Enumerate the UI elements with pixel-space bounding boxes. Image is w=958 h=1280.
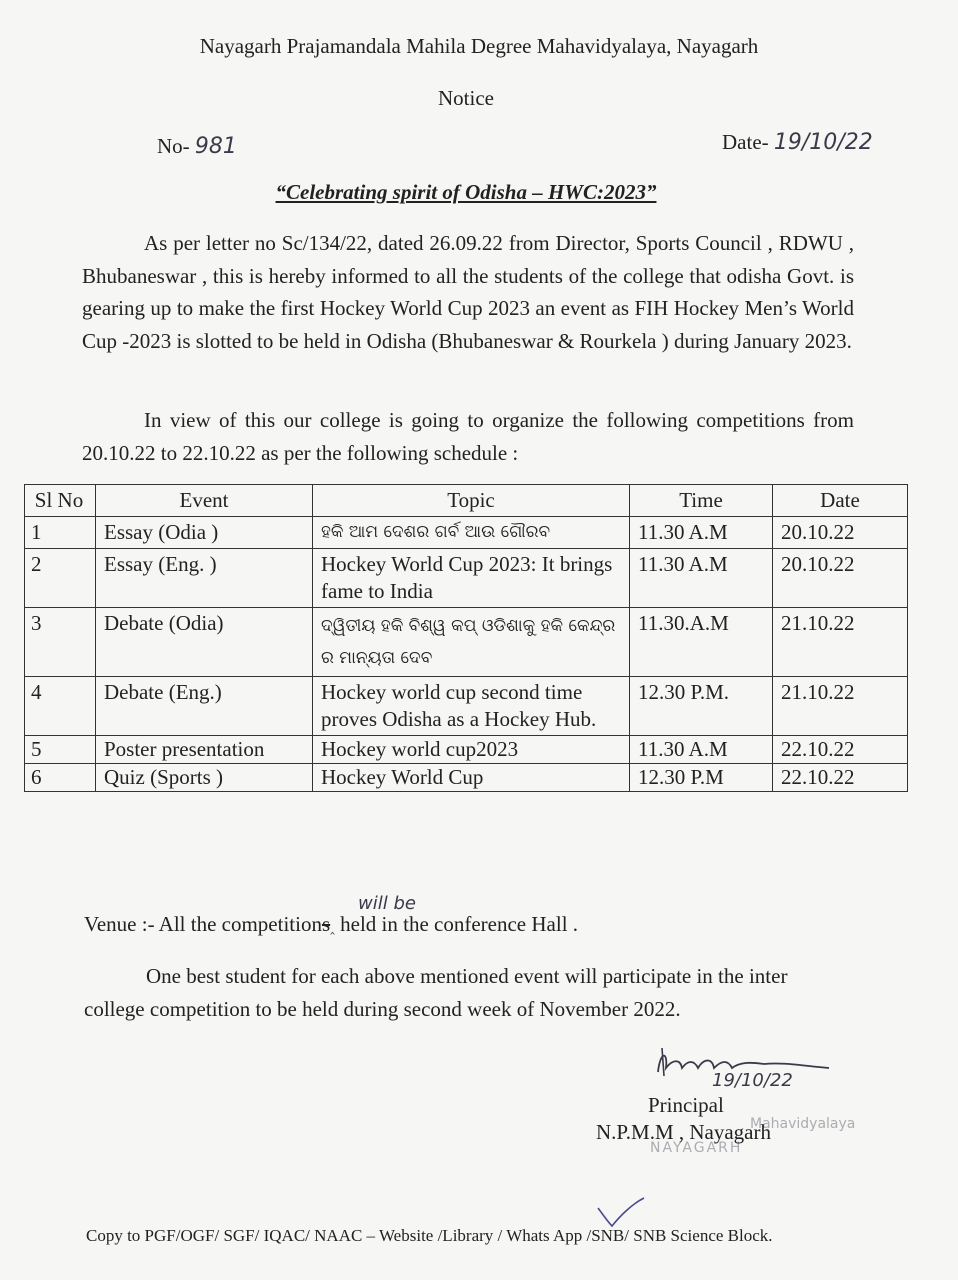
row-sl: 6 bbox=[25, 764, 96, 792]
best-student-paragraph bbox=[84, 960, 844, 1026]
row-sl: 5 bbox=[25, 736, 96, 764]
header-time: Time bbox=[630, 485, 773, 517]
row-topic: ଦ୍ୱିତୀୟ ହକି ବିଶ୍ୱ କପ୍ ଓଡିଶାକୁ ହକି କେନ୍ଦ୍ର ର ମାନ୍ୟତା ଦେବ bbox=[313, 608, 630, 677]
table-row bbox=[25, 608, 908, 677]
row-date: 22.10.22 bbox=[773, 736, 908, 764]
notice-number-label: No- bbox=[157, 134, 190, 158]
row-date: 20.10.22 bbox=[773, 549, 908, 608]
principal-organization: N.P.M.M , Nayagarh bbox=[596, 1120, 771, 1144]
notice-heading: Notice bbox=[438, 86, 494, 110]
header-date: Date bbox=[773, 485, 908, 517]
table-row bbox=[25, 764, 908, 792]
row-date: 21.10.22 bbox=[773, 677, 908, 736]
notice-number-value: 981 bbox=[194, 134, 237, 159]
notice-title: “Celebrating spirit of Odisha – HWC:2023” bbox=[275, 180, 657, 204]
signature-date: 19/10/22 bbox=[712, 1070, 793, 1091]
row-topic: Hockey World Cup bbox=[313, 764, 630, 792]
college-stamp: Mahavidyalaya NAYAGARH bbox=[650, 1116, 856, 1156]
table-row bbox=[25, 517, 908, 549]
row-time: 12.30 P.M bbox=[630, 764, 773, 792]
venue-line bbox=[84, 912, 578, 937]
row-sl: 4 bbox=[25, 677, 96, 736]
row-topic: Hockey World Cup 2023: It brings fame to India bbox=[313, 549, 630, 608]
notice-number bbox=[157, 134, 237, 159]
handwritten-insertion: will be bbox=[358, 893, 416, 914]
table-row bbox=[25, 549, 908, 608]
row-date: 20.10.22 bbox=[773, 517, 908, 549]
schedule-header-row bbox=[25, 485, 908, 517]
notice-date bbox=[722, 130, 873, 155]
row-event: Essay (Odia ) bbox=[96, 517, 313, 549]
row-date: 22.10.22 bbox=[773, 764, 908, 792]
paragraph-schedule-intro-text: In view of this our college is going to organize the following competitions from 20.10.22 to 22.10.22 as per the following schedule : bbox=[82, 408, 854, 465]
notice-date-label: Date- bbox=[722, 130, 769, 154]
venue-suffix: held in the conference Hall . bbox=[334, 912, 579, 936]
row-event: Debate (Odia) bbox=[96, 608, 313, 677]
best-student-text: One best student for each above mentioned event will participate in the inter college competition to be held during second week of November 2022. bbox=[84, 964, 788, 1021]
principal-title: Principal bbox=[648, 1093, 724, 1117]
venue-prefix: Venue :- All the competition bbox=[84, 912, 322, 936]
row-event: Essay (Eng. ) bbox=[96, 549, 313, 608]
row-topic: Hockey world cup second time proves Odisha as a Hockey Hub. bbox=[313, 677, 630, 736]
row-sl: 1 bbox=[25, 517, 96, 549]
copy-to-line: Copy to PGF/OGF/ SGF/ IQAC/ NAAC – Website /Library / Whats App /SNB/ SNB Science Block. bbox=[86, 1226, 773, 1245]
row-time: 11.30 A.M bbox=[630, 549, 773, 608]
row-sl: 3 bbox=[25, 608, 96, 677]
venue-struck-letter: s bbox=[321, 912, 331, 936]
row-event: Poster presentation bbox=[96, 736, 313, 764]
paragraph-letter-reference-text: As per letter no Sc/134/22, dated 26.09.22 from Director, Sports Council , RDWU , Bhubaneswar , this is hereby informed to all the students of the college that odisha Govt. is gearing up to make the first Hockey World Cup 2023 an event as FIH Hockey Men’s World Cup -2023 is slotted to be held in Odisha (Bhubaneswar & Rourkela ) during January 2023. bbox=[82, 231, 854, 353]
table-row bbox=[25, 677, 908, 736]
row-time: 12.30 P.M. bbox=[630, 677, 773, 736]
row-time: 11.30.A.M bbox=[630, 608, 773, 677]
header-topic: Topic bbox=[313, 485, 630, 517]
paragraph-letter-reference bbox=[82, 227, 854, 357]
row-event: Debate (Eng.) bbox=[96, 677, 313, 736]
row-time: 11.30 A.M bbox=[630, 736, 773, 764]
paragraph-schedule-intro bbox=[82, 404, 854, 469]
header-sl-no: Sl No bbox=[25, 485, 96, 517]
row-event: Quiz (Sports ) bbox=[96, 764, 313, 792]
row-sl: 2 bbox=[25, 549, 96, 608]
row-topic: Hockey world cup2023 bbox=[313, 736, 630, 764]
row-date: 21.10.22 bbox=[773, 608, 908, 677]
row-topic: ହକି ଆମ ଦେଶର ଗର୍ବ ଆଉ ଗୌରବ bbox=[313, 517, 630, 549]
table-row bbox=[25, 736, 908, 764]
schedule-table bbox=[24, 484, 908, 792]
row-time: 11.30 A.M bbox=[630, 517, 773, 549]
college-name: Nayagarh Prajamandala Mahila Degree Mahavidyalaya, Nayagarh bbox=[199, 34, 759, 58]
caret-mark: ‸ bbox=[330, 920, 335, 935]
header-event: Event bbox=[96, 485, 313, 517]
notice-date-value: 19/10/22 bbox=[773, 130, 873, 155]
